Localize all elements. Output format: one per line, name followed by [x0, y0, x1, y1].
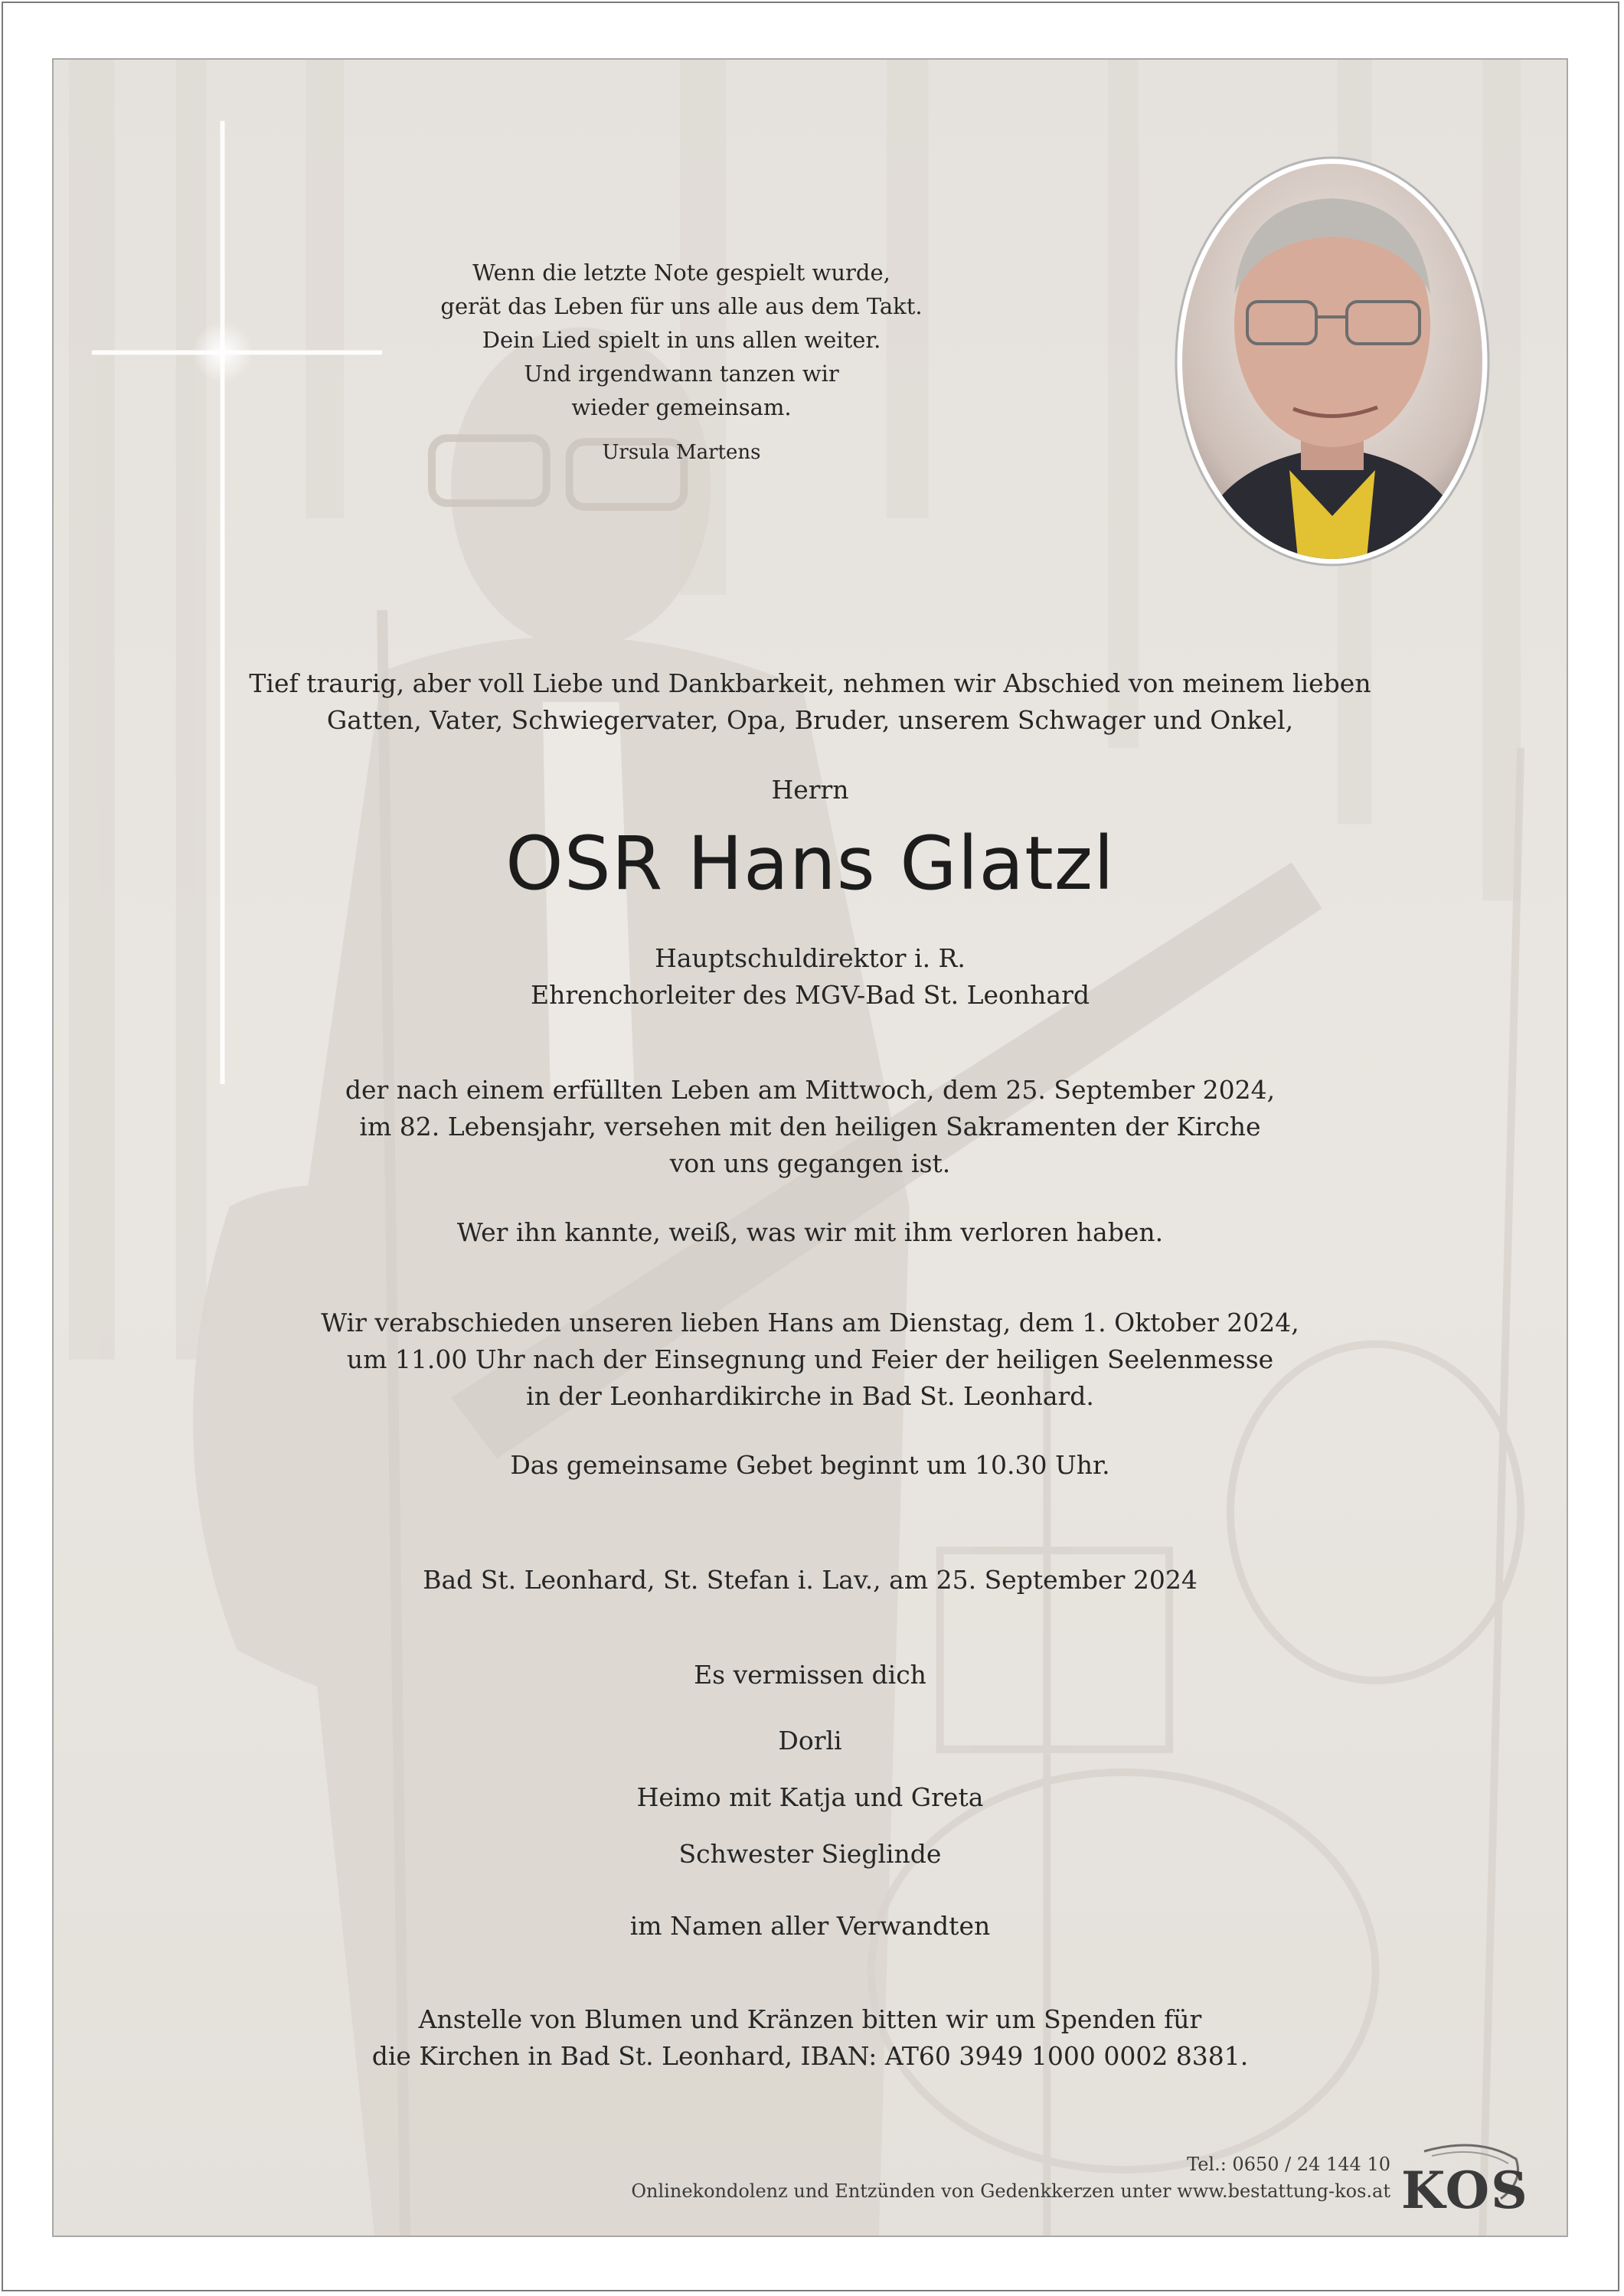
death-notice-line: im 82. Lebensjahr, versehen mit den heiligen Sakramenten der Kirche	[359, 1112, 1261, 1141]
logo-text: KOS	[1401, 2160, 1529, 2220]
poem-line: Dein Lied spielt in uns allen weiter.	[482, 327, 881, 353]
mourner-name: Heimo mit Katja und Greta	[636, 1782, 984, 1812]
poem-author: Ursula Martens	[602, 441, 761, 464]
poem-line: gerät das Leben für uns alle aus dem Takt.	[440, 293, 923, 319]
funeral-line: in der Leonhardikirche in Bad St. Leonhard.	[526, 1381, 1094, 1411]
poem-line: Und irgendwann tanzen wir	[524, 361, 839, 387]
footer-online-link[interactable]: Onlinekondolenz und Entzünden von Gedenkkerzen unter www.bestattung-kos.at	[631, 2180, 1390, 2202]
kos-logo	[1401, 2144, 1529, 2220]
funeral-line: um 11.00 Uhr nach der Einsegnung und Feier der heiligen Seelenmesse	[346, 1344, 1274, 1374]
quote: Wer ihn kannte, weiß, was wir mit ihm verloren haben.	[456, 1217, 1164, 1247]
death-notice-line: von uns gegangen ist.	[669, 1148, 951, 1178]
salutation: Herrn	[771, 775, 849, 805]
footer-phone: Tel.: 0650 / 24 144 10	[1187, 2154, 1390, 2175]
prayer-time: Das gemeinsame Gebet beginnt um 10.30 Uhr.	[510, 1450, 1110, 1480]
intro-line: Gatten, Vater, Schwiegervater, Opa, Bruder, unserem Schwager und Onkel,	[326, 705, 1294, 735]
donation-line: Anstelle von Blumen und Kränzen bitten wir um Spenden für	[418, 2004, 1202, 2034]
intro-line: Tief traurig, aber voll Liebe und Dankbarkeit, nehmen wir Abschied von meinem lieben	[249, 668, 1371, 698]
death-notice-line: der nach einem erfüllten Leben am Mittwoch, dem 25. September 2024,	[345, 1075, 1276, 1105]
poem-line: wieder gemeinsam.	[571, 394, 792, 420]
mourners-closing: im Namen aller Verwandten	[629, 1911, 991, 1941]
poem-line: Wenn die letzte Note gespielt wurde,	[472, 260, 890, 286]
mourners-heading: Es vermissen dich	[694, 1660, 926, 1690]
funeral-line: Wir verabschieden unseren lieben Hans am Dienstag, dem 1. Oktober 2024,	[321, 1308, 1299, 1337]
mourner-name: Schwester Sieglinde	[678, 1839, 942, 1869]
donation-line: die Kirchen in Bad St. Leonhard, IBAN: AT60 3949 1000 0002 8381.	[371, 2041, 1249, 2071]
title-line: Hauptschuldirektor i. R.	[655, 943, 966, 973]
obituary-card	[52, 58, 1568, 2237]
place-date: Bad St. Leonhard, St. Stefan i. Lav., am 25. September 2024	[423, 1565, 1198, 1595]
title-line: Ehrenchorleiter des MGV-Bad St. Leonhard	[531, 980, 1090, 1010]
deceased-name: OSR Hans Glatzl	[505, 821, 1115, 906]
mourner-name: Dorli	[778, 1726, 842, 1755]
